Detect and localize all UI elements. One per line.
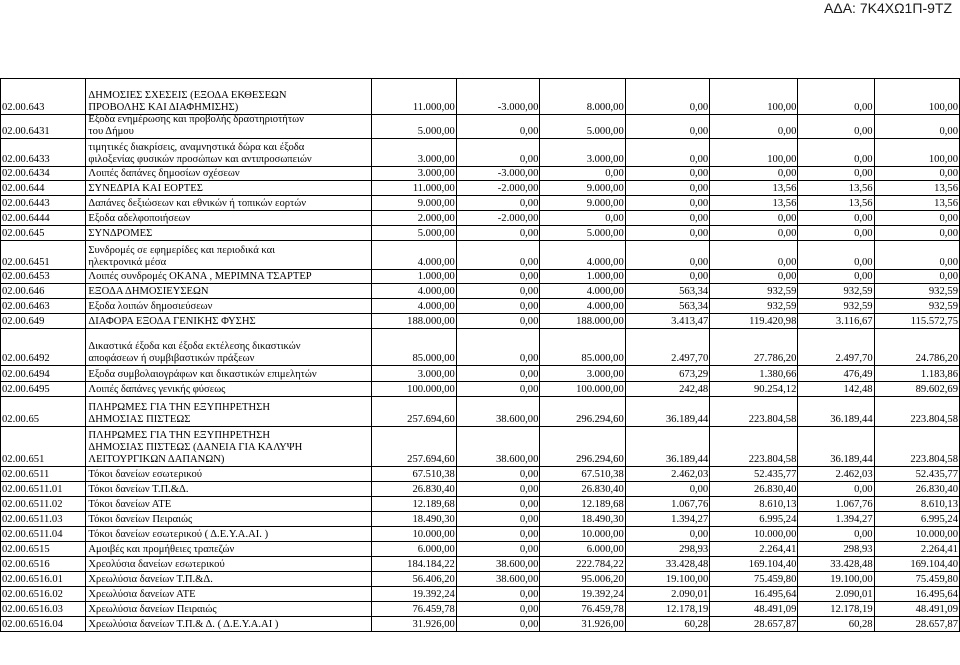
change-cell: 38.600,00 bbox=[456, 557, 540, 571]
table-row bbox=[0, 587, 960, 602]
col7-cell: 16.495,64 bbox=[874, 587, 960, 601]
change-cell: 0,00 bbox=[456, 602, 540, 616]
final-budget-cell: 95.006,20 bbox=[539, 572, 624, 586]
account-code: 02.00.6495 bbox=[0, 382, 85, 396]
col5-cell: 13,56 bbox=[709, 181, 797, 195]
budget-cell: 184.184,22 bbox=[371, 557, 455, 571]
final-budget-cell: 19.392,24 bbox=[539, 587, 624, 601]
budget-cell: 26.830,40 bbox=[371, 482, 455, 496]
col7-cell: 8.610,13 bbox=[874, 497, 960, 511]
change-cell: 0,00 bbox=[456, 587, 540, 601]
col7-cell: 52.435,77 bbox=[874, 467, 960, 481]
col4-cell: 0,00 bbox=[625, 482, 709, 496]
col6-cell: 60,28 bbox=[797, 617, 873, 631]
col6-cell: 13,56 bbox=[797, 181, 873, 195]
change-cell: 0,00 bbox=[456, 542, 540, 556]
account-code: 02.00.6434 bbox=[0, 167, 85, 180]
account-code: 02.00.643 bbox=[0, 79, 85, 114]
budget-cell: 2.000,00 bbox=[371, 211, 455, 225]
col5-cell: 0,00 bbox=[709, 226, 797, 240]
table-row bbox=[0, 167, 960, 181]
col4-cell: 2.090,01 bbox=[625, 587, 709, 601]
col6-cell: 1.394,27 bbox=[797, 512, 873, 526]
col4-cell: 0,00 bbox=[625, 211, 709, 225]
account-description: Χρεωλύσια δανείων Πειραιώς bbox=[85, 602, 371, 616]
col7-cell: 2.264,41 bbox=[874, 542, 960, 556]
col4-cell: 0,00 bbox=[625, 79, 709, 114]
budget-cell: 100.000,00 bbox=[371, 382, 455, 396]
col5-cell: 8.610,13 bbox=[709, 497, 797, 511]
col7-cell: 13,56 bbox=[874, 196, 960, 210]
col5-cell: 100,00 bbox=[709, 79, 797, 114]
col6-cell: 12.178,19 bbox=[797, 602, 873, 616]
col7-cell: 0,00 bbox=[874, 167, 960, 180]
budget-cell: 67.510,38 bbox=[371, 467, 455, 481]
col6-cell: 932,59 bbox=[797, 284, 873, 298]
change-cell: 0,00 bbox=[456, 241, 540, 269]
account-description: ΔΗΜΟΣΙΕΣ ΣΧΕΣΕΙΣ (ΕΞΟΔΑ ΕΚΘΕΣΕΩΝ ΠΡΟΒΟΛΗΣ ΚΑΙ ΔΙΑΦΗΜΙΣΗΣ) bbox=[85, 79, 371, 114]
change-cell: 0,00 bbox=[456, 366, 540, 381]
col7-cell: 223.804,58 bbox=[874, 397, 960, 426]
final-budget-cell: 4.000,00 bbox=[539, 299, 624, 313]
col5-cell: 27.786,20 bbox=[709, 329, 797, 365]
col5-cell: 223.804,58 bbox=[709, 427, 797, 466]
final-budget-cell: 100.000,00 bbox=[539, 382, 624, 396]
budget-cell: 257.694,60 bbox=[371, 397, 455, 426]
table-row bbox=[0, 314, 960, 329]
budget-cell: 11.000,00 bbox=[371, 181, 455, 195]
change-cell: 0,00 bbox=[456, 497, 540, 511]
account-description: ΠΛΗΡΩΜΕΣ ΓΙΑ ΤΗΝ ΕΞΥΠΗΡΕΤΗΣΗ ΔΗΜΟΣΙΑΣ ΠΙΣΤΕΩΣ bbox=[85, 397, 371, 426]
budget-cell: 4.000,00 bbox=[371, 241, 455, 269]
account-code: 02.00.6511 bbox=[0, 467, 85, 481]
col7-cell: 100,00 bbox=[874, 79, 960, 114]
col7-cell: 28.657,87 bbox=[874, 617, 960, 631]
account-code: 02.00.646 bbox=[0, 284, 85, 298]
final-budget-cell: 18.490,30 bbox=[539, 512, 624, 526]
final-budget-cell: 12.189,68 bbox=[539, 497, 624, 511]
col6-cell: 0,00 bbox=[797, 115, 873, 138]
table-row bbox=[0, 241, 960, 270]
budget-cell: 257.694,60 bbox=[371, 427, 455, 466]
table-row bbox=[0, 270, 960, 284]
account-code: 02.00.6516.03 bbox=[0, 602, 85, 616]
col6-cell: 2.090,01 bbox=[797, 587, 873, 601]
col5-cell: 169.104,40 bbox=[709, 557, 797, 571]
budget-cell: 6.000,00 bbox=[371, 542, 455, 556]
change-cell: -2.000,00 bbox=[456, 181, 540, 195]
account-code: 02.00.6443 bbox=[0, 196, 85, 210]
col7-cell: 6.995,24 bbox=[874, 512, 960, 526]
col6-cell: 0,00 bbox=[797, 167, 873, 180]
table-row bbox=[0, 527, 960, 542]
col6-cell: 0,00 bbox=[797, 211, 873, 225]
col7-cell: 0,00 bbox=[874, 211, 960, 225]
col7-cell: 0,00 bbox=[874, 241, 960, 269]
account-code: 02.00.6511.03 bbox=[0, 512, 85, 526]
col7-cell: 1.183,86 bbox=[874, 366, 960, 381]
budget-cell: 3.000,00 bbox=[371, 139, 455, 166]
table-row bbox=[0, 467, 960, 482]
col4-cell: 33.428,48 bbox=[625, 557, 709, 571]
table-row bbox=[0, 79, 960, 115]
account-code: 02.00.6433 bbox=[0, 139, 85, 166]
table-row bbox=[0, 542, 960, 557]
col5-cell: 0,00 bbox=[709, 115, 797, 138]
table-row bbox=[0, 284, 960, 299]
final-budget-cell: 222.784,22 bbox=[539, 557, 624, 571]
final-budget-cell: 6.000,00 bbox=[539, 542, 624, 556]
col5-cell: 48.491,09 bbox=[709, 602, 797, 616]
col6-cell: 36.189,44 bbox=[797, 397, 873, 426]
table-row bbox=[0, 512, 960, 527]
account-description: τιμητικές διακρίσεις, αναμνηστικά δώρα και έξοδα φιλοξενίας φυσικών προσώπων και αντιπροσωπειών bbox=[85, 139, 371, 166]
budget-cell: 1.000,00 bbox=[371, 270, 455, 283]
account-description: Εξοδα ενημέρωσης και προβολής δραστηριοτήτων του Δήμου bbox=[85, 115, 371, 138]
table-row bbox=[0, 181, 960, 196]
col4-cell: 2.497,70 bbox=[625, 329, 709, 365]
col4-cell: 0,00 bbox=[625, 241, 709, 269]
col4-cell: 19.100,00 bbox=[625, 572, 709, 586]
col6-cell: 0,00 bbox=[797, 226, 873, 240]
col5-cell: 28.657,87 bbox=[709, 617, 797, 631]
col5-cell: 26.830,40 bbox=[709, 482, 797, 496]
account-description: Αμοιβές και προμήθειες τραπεζών bbox=[85, 542, 371, 556]
col7-cell: 24.786,20 bbox=[874, 329, 960, 365]
budget-cell: 10.000,00 bbox=[371, 527, 455, 541]
change-cell: 0,00 bbox=[456, 284, 540, 298]
table-row bbox=[0, 211, 960, 226]
account-description: Χρεωλύσια δανείων ΑΤΕ bbox=[85, 587, 371, 601]
col4-cell: 0,00 bbox=[625, 181, 709, 195]
account-description: Χρεωλύσια δανείων Τ.Π.& Δ. ( Δ.Ε.Υ.Α.ΑΙ ) bbox=[85, 617, 371, 631]
account-code: 02.00.6453 bbox=[0, 270, 85, 283]
account-code: 02.00.6451 bbox=[0, 241, 85, 269]
final-budget-cell: 0,00 bbox=[539, 211, 624, 225]
col7-cell: 169.104,40 bbox=[874, 557, 960, 571]
table-row bbox=[0, 497, 960, 512]
col5-cell: 1.380,66 bbox=[709, 366, 797, 381]
table-row bbox=[0, 557, 960, 572]
col7-cell: 0,00 bbox=[874, 115, 960, 138]
col6-cell: 36.189,44 bbox=[797, 427, 873, 466]
col5-cell: 0,00 bbox=[709, 270, 797, 283]
account-code: 02.00.6444 bbox=[0, 211, 85, 225]
change-cell: 38.600,00 bbox=[456, 427, 540, 466]
col5-cell: 0,00 bbox=[709, 241, 797, 269]
col4-cell: 673,29 bbox=[625, 366, 709, 381]
final-budget-cell: 8.000,00 bbox=[539, 79, 624, 114]
final-budget-cell: 296.294,60 bbox=[539, 427, 624, 466]
col5-cell: 100,00 bbox=[709, 139, 797, 166]
account-description: Συνδρομές σε εφημερίδες και περιοδικά και ηλεκτρονικά μέσα bbox=[85, 241, 371, 269]
col5-cell: 0,00 bbox=[709, 167, 797, 180]
final-budget-cell: 31.926,00 bbox=[539, 617, 624, 631]
col6-cell: 33.428,48 bbox=[797, 557, 873, 571]
account-code: 02.00.6492 bbox=[0, 329, 85, 365]
budget-cell: 11.000,00 bbox=[371, 79, 455, 114]
col5-cell: 52.435,77 bbox=[709, 467, 797, 481]
change-cell: 0,00 bbox=[456, 512, 540, 526]
col7-cell: 223.804,58 bbox=[874, 427, 960, 466]
col6-cell: 1.067,76 bbox=[797, 497, 873, 511]
account-code: 02.00.651 bbox=[0, 427, 85, 466]
col4-cell: 1.394,27 bbox=[625, 512, 709, 526]
final-budget-cell: 26.830,40 bbox=[539, 482, 624, 496]
budget-cell: 85.000,00 bbox=[371, 329, 455, 365]
col6-cell: 19.100,00 bbox=[797, 572, 873, 586]
account-code: 02.00.6431 bbox=[0, 115, 85, 138]
final-budget-cell: 188.000,00 bbox=[539, 314, 624, 328]
col4-cell: 3.413,47 bbox=[625, 314, 709, 328]
account-description: Λοιπές δαπάνες γενικής φύσεως bbox=[85, 382, 371, 396]
final-budget-cell: 10.000,00 bbox=[539, 527, 624, 541]
account-code: 02.00.6516.01 bbox=[0, 572, 85, 586]
col7-cell: 0,00 bbox=[874, 270, 960, 283]
col4-cell: 0,00 bbox=[625, 167, 709, 180]
ada-header: ΑΔΑ: 7Κ4ΧΩ1Π-9ΤΖ bbox=[824, 0, 952, 16]
col5-cell: 932,59 bbox=[709, 299, 797, 313]
account-code: 02.00.6516.02 bbox=[0, 587, 85, 601]
col5-cell: 0,00 bbox=[709, 211, 797, 225]
budget-cell: 12.189,68 bbox=[371, 497, 455, 511]
col4-cell: 563,34 bbox=[625, 299, 709, 313]
col6-cell: 3.116,67 bbox=[797, 314, 873, 328]
col4-cell: 36.189,44 bbox=[625, 427, 709, 466]
change-cell: 38.600,00 bbox=[456, 572, 540, 586]
table-row bbox=[0, 427, 960, 467]
col7-cell: 115.572,75 bbox=[874, 314, 960, 328]
account-description: Δαπάνες δεξιώσεων και εθνικών ή τοπικών εορτών bbox=[85, 196, 371, 210]
col4-cell: 563,34 bbox=[625, 284, 709, 298]
col4-cell: 242,48 bbox=[625, 382, 709, 396]
table-row bbox=[0, 617, 960, 632]
col7-cell: 75.459,80 bbox=[874, 572, 960, 586]
account-code: 02.00.6516.04 bbox=[0, 617, 85, 631]
table-row bbox=[0, 196, 960, 211]
budget-cell: 5.000,00 bbox=[371, 115, 455, 138]
account-description: Χρεωλύσια δανείων Τ.Π.&Δ. bbox=[85, 572, 371, 586]
budget-cell: 19.392,24 bbox=[371, 587, 455, 601]
col6-cell: 2.462,03 bbox=[797, 467, 873, 481]
table-row bbox=[0, 226, 960, 241]
account-code: 02.00.6511.04 bbox=[0, 527, 85, 541]
change-cell: 0,00 bbox=[456, 527, 540, 541]
col4-cell: 12.178,19 bbox=[625, 602, 709, 616]
account-description: ΣΥΝΔΡΟΜΕΣ bbox=[85, 226, 371, 240]
col6-cell: 298,93 bbox=[797, 542, 873, 556]
account-code: 02.00.644 bbox=[0, 181, 85, 195]
change-cell: 0,00 bbox=[456, 382, 540, 396]
account-code: 02.00.6515 bbox=[0, 542, 85, 556]
account-description: Χρεολύσια δανείων εσωτερικού bbox=[85, 557, 371, 571]
col7-cell: 10.000,00 bbox=[874, 527, 960, 541]
col7-cell: 48.491,09 bbox=[874, 602, 960, 616]
col4-cell: 0,00 bbox=[625, 270, 709, 283]
final-budget-cell: 9.000,00 bbox=[539, 181, 624, 195]
change-cell: 38.600,00 bbox=[456, 397, 540, 426]
col7-cell: 100,00 bbox=[874, 139, 960, 166]
table-row bbox=[0, 382, 960, 397]
col4-cell: 0,00 bbox=[625, 115, 709, 138]
col4-cell: 0,00 bbox=[625, 527, 709, 541]
col4-cell: 36.189,44 bbox=[625, 397, 709, 426]
final-budget-cell: 5.000,00 bbox=[539, 226, 624, 240]
col4-cell: 0,00 bbox=[625, 139, 709, 166]
col5-cell: 2.264,41 bbox=[709, 542, 797, 556]
change-cell: -3.000,00 bbox=[456, 79, 540, 114]
final-budget-cell: 3.000,00 bbox=[539, 139, 624, 166]
account-code: 02.00.65 bbox=[0, 397, 85, 426]
budget-cell: 9.000,00 bbox=[371, 196, 455, 210]
col4-cell: 298,93 bbox=[625, 542, 709, 556]
col6-cell: 0,00 bbox=[797, 79, 873, 114]
col7-cell: 0,00 bbox=[874, 226, 960, 240]
final-budget-cell: 0,00 bbox=[539, 167, 624, 180]
budget-cell: 188.000,00 bbox=[371, 314, 455, 328]
final-budget-cell: 4.000,00 bbox=[539, 284, 624, 298]
change-cell: 0,00 bbox=[456, 299, 540, 313]
budget-table bbox=[0, 78, 960, 632]
budget-cell: 4.000,00 bbox=[371, 299, 455, 313]
col7-cell: 89.602,69 bbox=[874, 382, 960, 396]
table-row bbox=[0, 329, 960, 366]
budget-cell: 5.000,00 bbox=[371, 226, 455, 240]
change-cell: -2.000,00 bbox=[456, 211, 540, 225]
account-code: 02.00.6463 bbox=[0, 299, 85, 313]
col4-cell: 2.462,03 bbox=[625, 467, 709, 481]
table-row bbox=[0, 602, 960, 617]
account-code: 02.00.6511.02 bbox=[0, 497, 85, 511]
account-description: Εξοδα λοιπών δημοσιεύσεων bbox=[85, 299, 371, 313]
col6-cell: 0,00 bbox=[797, 241, 873, 269]
change-cell: 0,00 bbox=[456, 196, 540, 210]
account-code: 02.00.6511.01 bbox=[0, 482, 85, 496]
account-description: ΠΛΗΡΩΜΕΣ ΓΙΑ ΤΗΝ ΕΞΥΠΗΡΕΤΗΣΗ ΔΗΜΟΣΙΑΣ ΠΙΣΤΕΩΣ (ΔΑΝΕΙΑ ΓΙΑ ΚΑΛΥΨΗ ΛΕΙΤΟΥΡΓΙΚΩΝ ΔΑΠΑΝΩΝ) bbox=[85, 427, 371, 466]
change-cell: 0,00 bbox=[456, 314, 540, 328]
account-description: Τόκοι δανείων εσωτερικού bbox=[85, 467, 371, 481]
account-description: Λοιπές συνδρομές ΟΚΑΝΑ , ΜΕΡΙΜΝΑ ΤΣΑΡΤΕΡ bbox=[85, 270, 371, 283]
col7-cell: 13,56 bbox=[874, 181, 960, 195]
col5-cell: 90.254,12 bbox=[709, 382, 797, 396]
budget-cell: 76.459,78 bbox=[371, 602, 455, 616]
col4-cell: 0,00 bbox=[625, 226, 709, 240]
account-description: Δικαστικά έξοδα και έξοδα εκτέλεσης δικαστικών αποφάσεων ή συμβιβαστικών πράξεων bbox=[85, 329, 371, 365]
col6-cell: 0,00 bbox=[797, 139, 873, 166]
change-cell: 0,00 bbox=[456, 329, 540, 365]
change-cell: 0,00 bbox=[456, 139, 540, 166]
table-row bbox=[0, 482, 960, 497]
account-description: ΕΞΟΔΑ ΔΗΜΟΣΙΕΥΣΕΩΝ bbox=[85, 284, 371, 298]
col7-cell: 932,59 bbox=[874, 284, 960, 298]
col5-cell: 223.804,58 bbox=[709, 397, 797, 426]
col5-cell: 75.459,80 bbox=[709, 572, 797, 586]
col7-cell: 26.830,40 bbox=[874, 482, 960, 496]
budget-cell: 3.000,00 bbox=[371, 366, 455, 381]
budget-cell: 3.000,00 bbox=[371, 167, 455, 180]
final-budget-cell: 67.510,38 bbox=[539, 467, 624, 481]
col5-cell: 6.995,24 bbox=[709, 512, 797, 526]
change-cell: -3.000,00 bbox=[456, 167, 540, 180]
col4-cell: 0,00 bbox=[625, 196, 709, 210]
budget-cell: 4.000,00 bbox=[371, 284, 455, 298]
change-cell: 0,00 bbox=[456, 115, 540, 138]
final-budget-cell: 296.294,60 bbox=[539, 397, 624, 426]
table-row bbox=[0, 366, 960, 382]
final-budget-cell: 9.000,00 bbox=[539, 196, 624, 210]
col6-cell: 2.497,70 bbox=[797, 329, 873, 365]
change-cell: 0,00 bbox=[456, 226, 540, 240]
final-budget-cell: 3.000,00 bbox=[539, 366, 624, 381]
col6-cell: 932,59 bbox=[797, 299, 873, 313]
account-description: ΣΥΝΕΔΡΙΑ ΚΑΙ ΕΟΡΤΕΣ bbox=[85, 181, 371, 195]
col5-cell: 10.000,00 bbox=[709, 527, 797, 541]
final-budget-cell: 85.000,00 bbox=[539, 329, 624, 365]
account-code: 02.00.645 bbox=[0, 226, 85, 240]
col5-cell: 932,59 bbox=[709, 284, 797, 298]
account-description: Τόκοι δανείων ΑΤΕ bbox=[85, 497, 371, 511]
final-budget-cell: 76.459,78 bbox=[539, 602, 624, 616]
account-description: Εξοδα συμβολαιογράφων και δικαστικών επιμελητών bbox=[85, 366, 371, 381]
account-description: Τόκοι δανείων Πειραιώς bbox=[85, 512, 371, 526]
change-cell: 0,00 bbox=[456, 482, 540, 496]
col6-cell: 13,56 bbox=[797, 196, 873, 210]
col6-cell: 0,00 bbox=[797, 527, 873, 541]
col6-cell: 476,49 bbox=[797, 366, 873, 381]
change-cell: 0,00 bbox=[456, 467, 540, 481]
final-budget-cell: 5.000,00 bbox=[539, 115, 624, 138]
table-row bbox=[0, 299, 960, 314]
final-budget-cell: 1.000,00 bbox=[539, 270, 624, 283]
col7-cell: 932,59 bbox=[874, 299, 960, 313]
account-code: 02.00.6494 bbox=[0, 366, 85, 381]
col6-cell: 0,00 bbox=[797, 482, 873, 496]
account-description: Τόκοι δανείων εσωτερικού ( Δ.Ε.Υ.Α.ΑΙ. ) bbox=[85, 527, 371, 541]
account-code: 02.00.649 bbox=[0, 314, 85, 328]
col6-cell: 142,48 bbox=[797, 382, 873, 396]
account-description: Εξοδα αδελφοποιήσεων bbox=[85, 211, 371, 225]
col6-cell: 0,00 bbox=[797, 270, 873, 283]
budget-cell: 31.926,00 bbox=[371, 617, 455, 631]
col5-cell: 16.495,64 bbox=[709, 587, 797, 601]
change-cell: 0,00 bbox=[456, 617, 540, 631]
account-description: Τόκοι δανείων Τ.Π.&Δ. bbox=[85, 482, 371, 496]
change-cell: 0,00 bbox=[456, 270, 540, 283]
budget-cell: 56.406,20 bbox=[371, 572, 455, 586]
table-row bbox=[0, 572, 960, 587]
table-row bbox=[0, 397, 960, 427]
account-description: Λοιπές δαπάνες δημοσίων σχέσεων bbox=[85, 167, 371, 180]
account-description: ΔΙΑΦΟΡΑ ΕΞΟΔΑ ΓΕΝΙΚΗΣ ΦΥΣΗΣ bbox=[85, 314, 371, 328]
col4-cell: 1.067,76 bbox=[625, 497, 709, 511]
col4-cell: 60,28 bbox=[625, 617, 709, 631]
table-row bbox=[0, 115, 960, 139]
budget-cell: 18.490,30 bbox=[371, 512, 455, 526]
account-code: 02.00.6516 bbox=[0, 557, 85, 571]
col5-cell: 13,56 bbox=[709, 196, 797, 210]
col5-cell: 119.420,98 bbox=[709, 314, 797, 328]
table-row bbox=[0, 139, 960, 167]
final-budget-cell: 4.000,00 bbox=[539, 241, 624, 269]
